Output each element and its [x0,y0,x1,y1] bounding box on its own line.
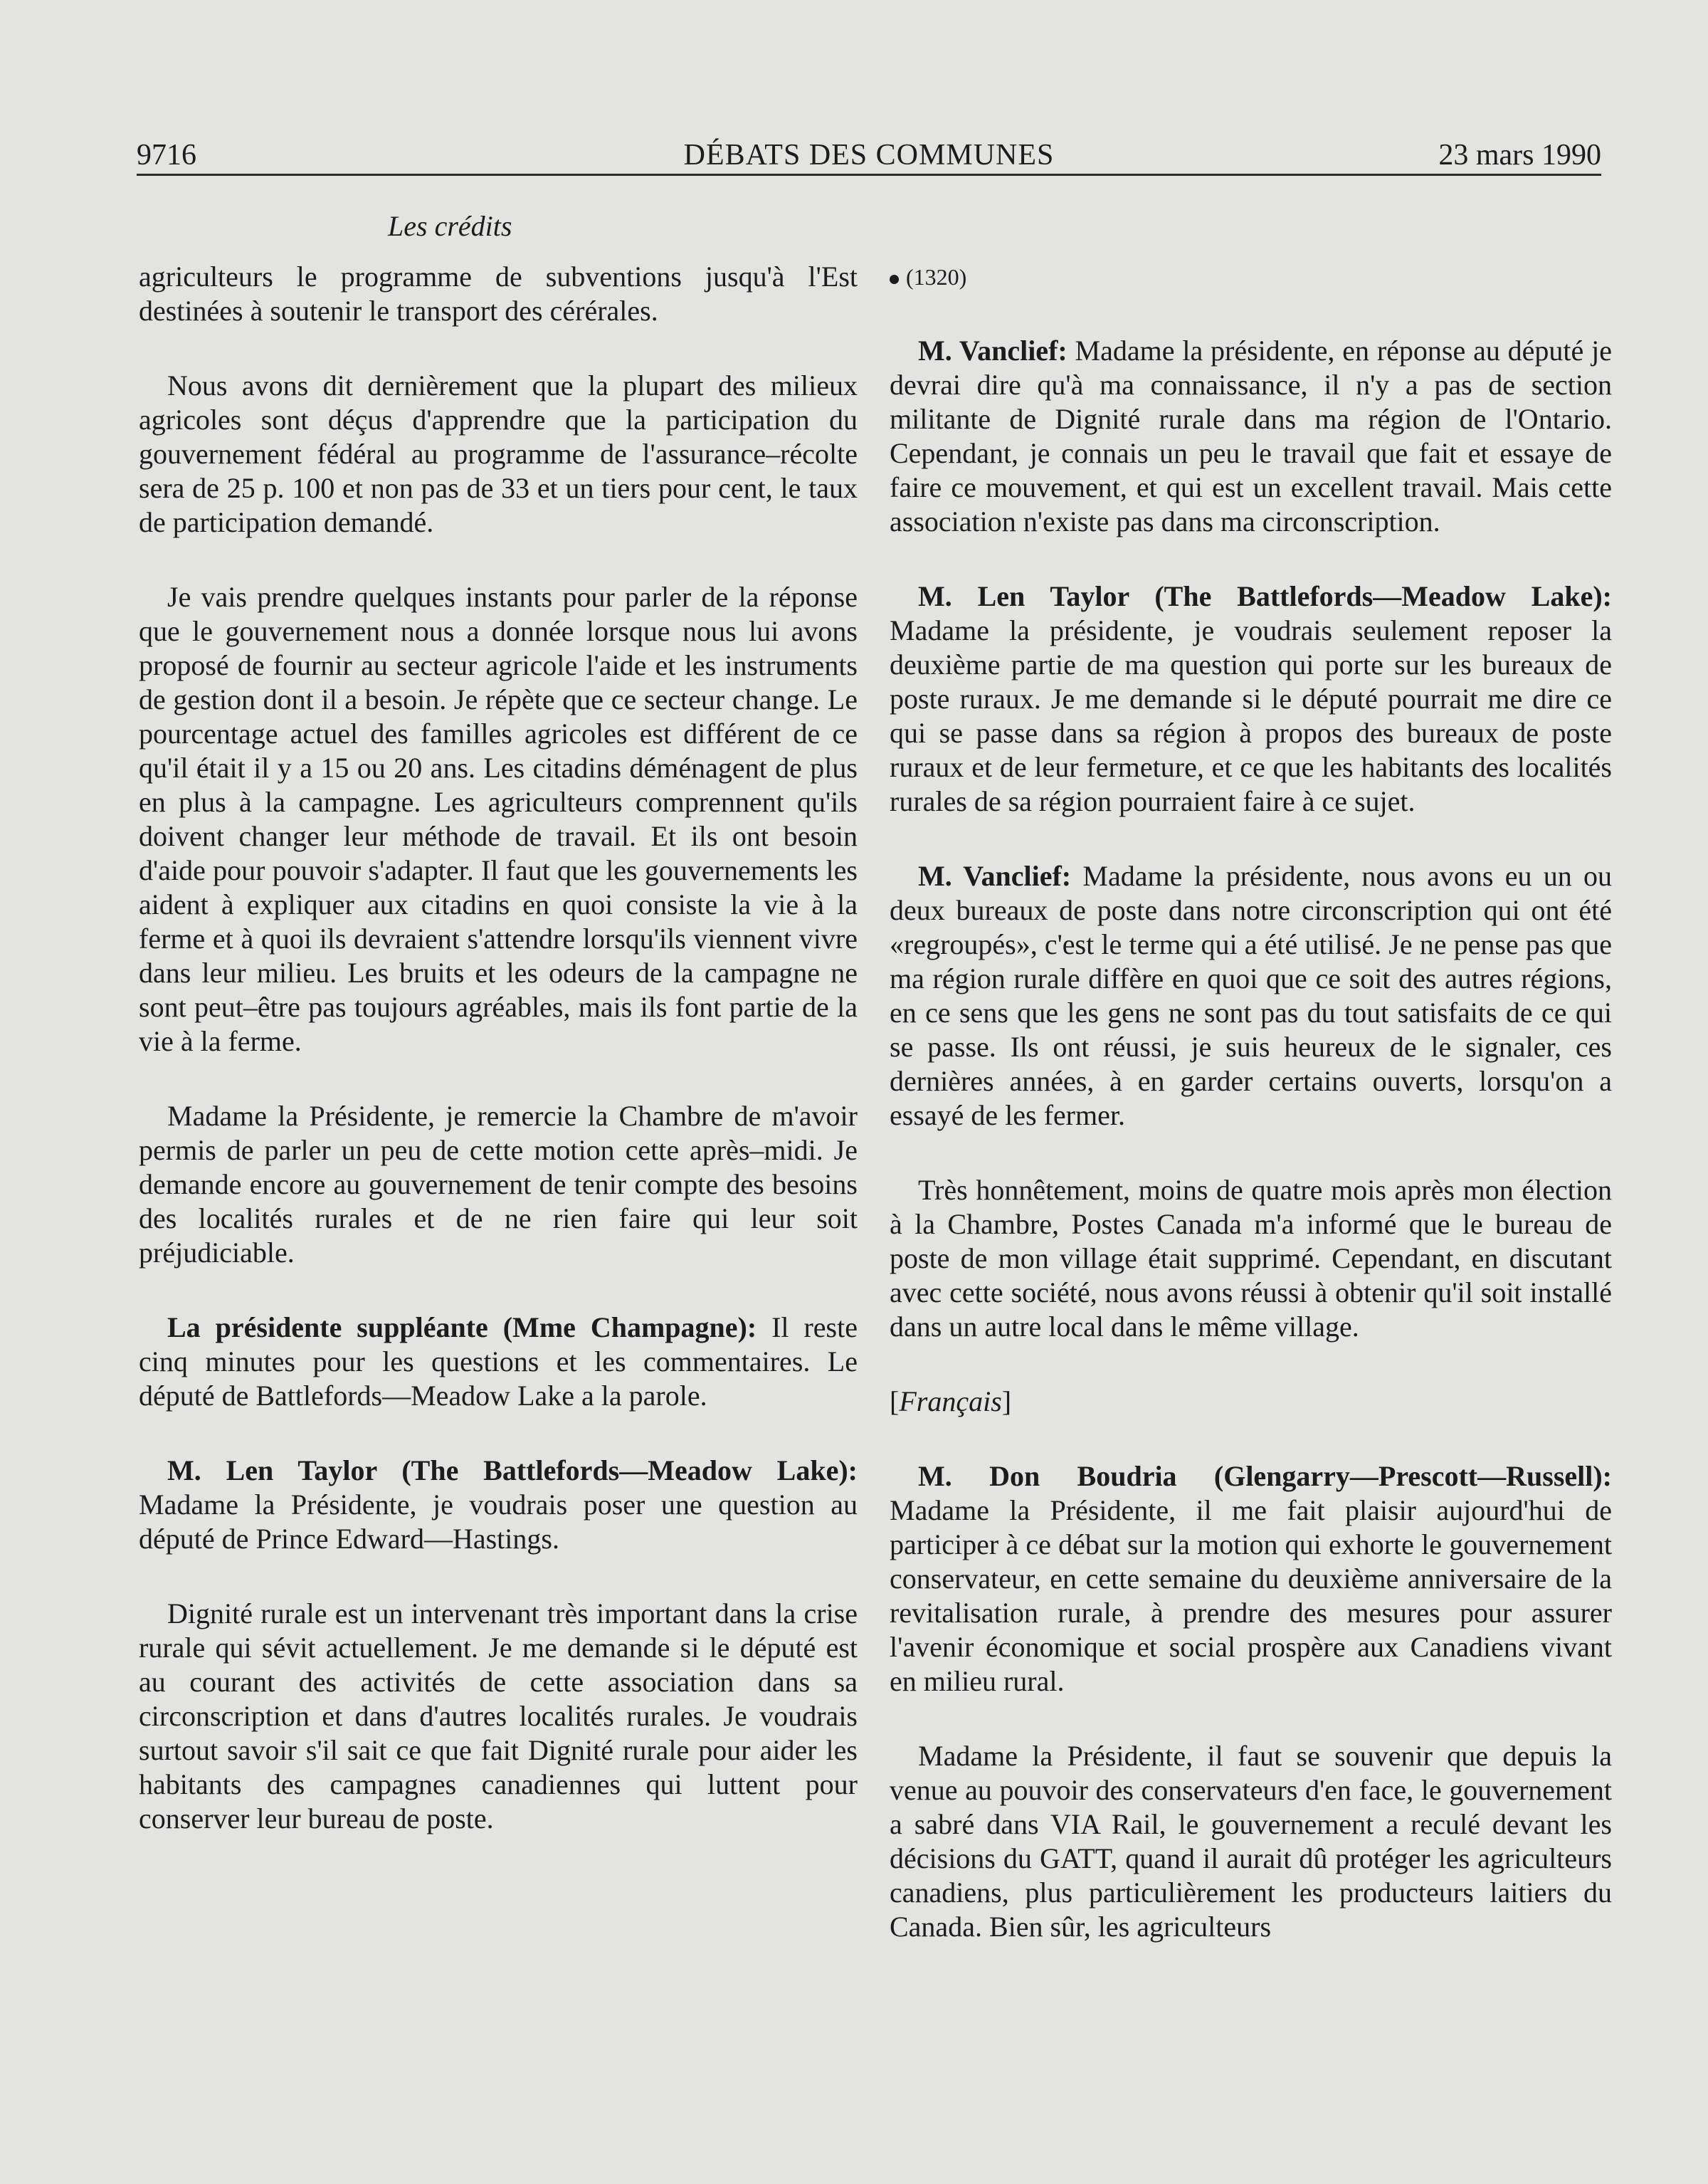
paragraph [139,1099,858,1270]
paragraph-text: Il reste cinq minutes pour les questions et les commentaires. Le député de Battlefords—Meadow Lake a la parole. [139,1311,858,1412]
language-note: [Français] [890,1385,1012,1417]
paragraph-text: Madame la Présidente, il faut se souvenir que depuis la venue au pouvoir des conservateurs d'en face, le gouvernement a sabré dans VIA Rail, le gouvernement a reculé devant les décisions du GATT, quand il aurait dû protéger les agriculteurs canadiens, plus particulièrement les producteurs laitiers du Canada. Bien sûr, les agriculteurs [890,1740,1612,1943]
paragraph-text: Très honnêtement, moins de quatre mois après mon élection à la Chambre, Postes Canada m'a informé que le bureau de poste de mon village était supprimé. Cependant, en discutant avec cette société, nous avons réussi à obtenir qu'il soit installé dans un autre local dans le même village. [890,1174,1612,1343]
paragraph-text: Madame la présidente, je voudrais seulement reposer la deuxième partie de ma question qui porte sur les bureaux de poste ruraux. Je me demande si le député pourrait me dire ce qui se passe dans sa région à propos des bureaux de poste ruraux et de leur fermeture, et ce que les habitants des localités rurales de sa région pourraient faire à ce sujet. [890,614,1612,817]
paragraph-text: agriculteurs le programme de subventions jusqu'à l'Est destinées à soutenir le transport des cérérales. [139,261,858,327]
timestamp [890,260,1612,294]
page-header [137,128,1601,177]
paragraph-text: Nous avons dit dernièrement que la plupart des milieux agricoles sont déçus d'apprendre que la participation du gouvernement fédéral au programme de l'assurance–récolte sera de 25 p. 100 et non pas de 33 et un tiers pour cent, le taux de participation demandé. [139,369,858,538]
issue-date: 23 mars 1990 [1438,139,1601,172]
paragraph [139,260,858,328]
paragraph-text: Madame la Présidente, je voudrais poser une question au député de Prince Edward—Hastings. [139,1489,858,1555]
paragraph [890,1459,1612,1699]
paragraph-text: Dignité rurale est un intervenant très important dans la crise rurale qui sévit actuellement. Je me demande si le député est au courant des activités de cette association dans sa circonscription et dans d'autres localités rurales. Je voudrais surtout savoir s'il sait ce que fait Dignité rurale pour aider les habitants des campagnes canadiennes qui luttent pour conserver leur bureau de poste. [139,1597,858,1834]
paragraph [890,334,1612,539]
paragraph [139,580,858,1059]
paragraph [890,579,1612,819]
paragraph [890,1739,1612,1944]
speaker-name: M. Len Taylor (The Battlefords—Meadow Lake): [167,1454,858,1486]
paragraph [890,1173,1612,1344]
paragraph-text: Madame la présidente, nous avons eu un ou deux bureaux de poste dans notre circonscription qui ont été «regroupés», c'est le terme qui a été utilisé. Je ne pense pas que ma région rurale diffère en quoi que ce soit des autres régions, en ce sens que les gens ne sont pas du tout satisfaits de ce qui se passe. Ils ont réussi, je suis heureux de le signaler, ces dernières années, à en garder certains ouverts, lorsqu'on a essayé de les fermer. [890,860,1612,1131]
speaker-name: M. Vanclief: [918,335,1068,367]
paragraph-text: Je vais prendre quelques instants pour parler de la réponse que le gouvernement nous a donnée lorsque nous lui avons proposé de fournir au secteur agricole l'aide et les instruments de gestion dont il a besoin. Je répète que ce secteur change. Le pourcentage actuel des familles agricoles est différent de ce qu'il était il y a 15 ou 20 ans. Les citadins déménagent de plus en plus à la campagne. Les agriculteurs comprennent qu'ils doivent changer leur méthode de travail. Et ils ont besoin d'aide pour pouvoir s'adapter. Il faut que les gouvernements les aident à expliquer aux citadins en quoi consiste la vie à la ferme et à quoi ils devraient s'attendre lorsqu'ils viennent vivre dans leur milieu. Les bruits et les odeurs de la campagne ne sont peut–être pas toujours agréables, mais ils font partie de la vie à la ferme. [139,581,858,1057]
language-note-text: Français [899,1385,1002,1417]
speaker-name: La présidente suppléante (Mme Champagne): [167,1311,757,1343]
paragraph-text: Madame la Présidente, il me fait plaisir aujourd'hui de participer à ce débat sur la motion qui exhorte le gouvernement conservateur, en cette semaine du deuxième anniversaire de la revitalisation rurale, à prendre des mesures pour assurer l'avenir économique et social prospère aux Canadiens vivant en milieu rural. [890,1494,1612,1697]
paragraph-text: Madame la présidente, en réponse au député je devrai dire qu'à ma connaissance, il n'y a pas de section militante de Dignité rurale dans ma région de l'Ontario. Cependant, je connais un peu le travail que fait et essaye de faire ce mouvement, et qui est un excellent travail. Mais cette association n'existe pas dans ma circonscription. [890,335,1613,537]
paragraph [139,1454,858,1556]
speaker-name: M. Don Boudria (Glengarry—Prescott—Russell): [918,1460,1612,1492]
paragraph [890,859,1612,1133]
left-column [139,260,858,1876]
page-number: 9716 [137,139,196,172]
right-column [890,260,1612,1985]
paragraph-text: Madame la Présidente, je remercie la Chambre de m'avoir permis de parler un peu de cette motion cette après–midi. Je demande encore au gouvernement de tenir compte des besoins des localités rurales et de ne rien faire qui leur soit préjudiciable. [139,1100,858,1269]
speaker-name: M. Vanclief: [918,860,1072,892]
speaker-name: M. Len Taylor (The Battlefords—Meadow Lake): [918,580,1612,612]
paragraph [139,1597,858,1836]
header-rule [137,174,1601,176]
timestamp-text: (1320) [906,264,967,290]
journal-title: DÉBATS DES COMMUNES [683,139,1055,172]
paragraph [139,1311,858,1413]
bullet-icon [890,275,899,284]
paragraph [139,369,858,540]
section-subhead: Les crédits [388,210,512,242]
